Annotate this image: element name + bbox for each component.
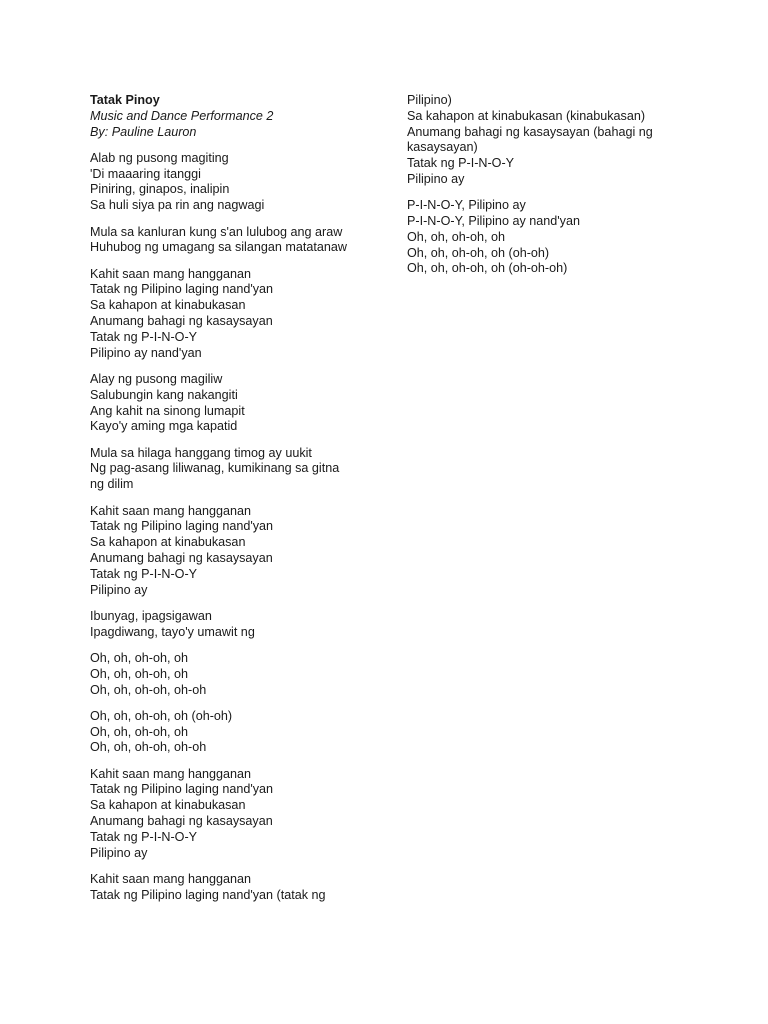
lyric-line: Pilipino ay nand'yan bbox=[90, 345, 202, 360]
lyric-line: P-I-N-O-Y, Pilipino ay nand'yan bbox=[407, 214, 580, 229]
lyric-line: Ibunyag, ipagsigawan bbox=[90, 608, 212, 623]
left-stanzas bbox=[90, 151, 390, 904]
left-column bbox=[90, 93, 390, 914]
lyric-line: Piniring, ginapos, inalipin bbox=[90, 182, 230, 197]
stanza bbox=[90, 651, 390, 698]
document-header bbox=[90, 93, 390, 140]
stanza bbox=[90, 709, 390, 756]
lyric-line: Pilipino ay bbox=[407, 171, 465, 186]
lyric-line: Anumang bahagi ng kasaysayan (bahagi ng bbox=[407, 124, 653, 139]
lyric-line: Tatak ng Pilipino laging nand'yan bbox=[90, 782, 274, 797]
lyric-line: Oh, oh, oh-oh, oh (oh-oh) bbox=[90, 708, 233, 723]
song-title: Tatak Pinoy bbox=[90, 93, 160, 107]
lyric-line: Sa kahapon at kinabukasan bbox=[90, 535, 246, 550]
stanza bbox=[90, 225, 390, 257]
lyric-line: ng dilim bbox=[90, 477, 134, 492]
lyric-line: Kahit saan mang hangganan bbox=[90, 766, 252, 781]
lyric-line: Oh, oh, oh-oh, oh bbox=[407, 229, 506, 244]
lyric-line: Oh, oh, oh-oh, oh bbox=[90, 724, 189, 739]
lyric-line: Huhubog ng umagang sa silangan matatanaw bbox=[90, 240, 347, 255]
lyric-line: Salubungin kang nakangiti bbox=[90, 387, 238, 402]
lyric-line: 'Di maaaring itanggi bbox=[90, 166, 201, 181]
stanza bbox=[90, 151, 390, 214]
stanza bbox=[407, 198, 707, 277]
lyric-line: Tatak ng Pilipino laging nand'yan bbox=[90, 282, 274, 297]
stanza bbox=[90, 609, 390, 641]
lyric-line: Tatak ng P-I-N-O-Y bbox=[90, 329, 198, 344]
lyric-line: Anumang bahagi ng kasaysayan bbox=[90, 314, 273, 329]
lyric-line: Alab ng pusong magiting bbox=[90, 150, 229, 165]
lyric-line: P-I-N-O-Y, Pilipino ay bbox=[407, 198, 526, 213]
stanza bbox=[90, 267, 390, 362]
lyric-line: kasaysayan) bbox=[407, 140, 478, 155]
lyric-line: Sa kahapon at kinabukasan (kinabukasan) bbox=[407, 108, 646, 123]
lyric-line: Pilipino) bbox=[407, 93, 452, 107]
lyric-line: Sa kahapon at kinabukasan bbox=[90, 798, 246, 813]
lyric-line: Ng pag-asang liliwanag, kumikinang sa gitna bbox=[90, 461, 340, 476]
lyric-line: Oh, oh, oh-oh, oh bbox=[90, 666, 189, 681]
lyric-line: Tatak ng Pilipino laging nand'yan (tatak ng bbox=[90, 887, 326, 902]
author-line: By: Pauline Lauron bbox=[90, 124, 197, 139]
stanza bbox=[407, 93, 707, 188]
stanza bbox=[90, 372, 390, 435]
lyric-line: Pilipino ay bbox=[90, 582, 148, 597]
lyric-line: Oh, oh, oh-oh, oh bbox=[90, 650, 189, 665]
lyric-line: Oh, oh, oh-oh, oh-oh bbox=[90, 682, 207, 697]
lyric-line: Pilipino ay bbox=[90, 845, 148, 860]
right-stanzas bbox=[407, 93, 707, 277]
lyric-line: Ang kahit na sinong lumapit bbox=[90, 403, 245, 418]
lyric-line: Oh, oh, oh-oh, oh (oh-oh) bbox=[407, 245, 550, 260]
lyric-line: Kayo'y aming mga kapatid bbox=[90, 419, 238, 434]
course-subtitle: Music and Dance Performance 2 bbox=[90, 108, 274, 123]
stanza bbox=[90, 504, 390, 599]
lyric-line: Anumang bahagi ng kasaysayan bbox=[90, 550, 273, 565]
stanza bbox=[90, 446, 390, 493]
right-column bbox=[407, 93, 707, 288]
lyric-line: Tatak ng P-I-N-O-Y bbox=[90, 829, 198, 844]
lyric-line: Kahit saan mang hangganan bbox=[90, 266, 252, 281]
lyric-line: Tatak ng P-I-N-O-Y bbox=[90, 566, 198, 581]
lyric-line: Ipagdiwang, tayo'y umawit ng bbox=[90, 624, 255, 639]
lyric-line: Alay ng pusong magiliw bbox=[90, 371, 223, 386]
lyric-line: Kahit saan mang hangganan bbox=[90, 871, 252, 886]
stanza bbox=[90, 872, 390, 904]
lyric-line: Anumang bahagi ng kasaysayan bbox=[90, 814, 273, 829]
lyric-line: Tatak ng Pilipino laging nand'yan bbox=[90, 519, 274, 534]
stanza bbox=[90, 767, 390, 862]
lyric-line: Sa huli siya pa rin ang nagwagi bbox=[90, 198, 265, 213]
lyric-line: Tatak ng P-I-N-O-Y bbox=[407, 156, 515, 171]
lyric-line: Kahit saan mang hangganan bbox=[90, 503, 252, 518]
lyric-line: Mula sa hilaga hanggang timog ay uukit bbox=[90, 445, 312, 460]
lyric-line: Mula sa kanluran kung s'an lulubog ang araw bbox=[90, 224, 343, 239]
lyric-line: Oh, oh, oh-oh, oh (oh-oh-oh) bbox=[407, 261, 568, 276]
lyric-line: Sa kahapon at kinabukasan bbox=[90, 298, 246, 313]
lyric-line: Oh, oh, oh-oh, oh-oh bbox=[90, 740, 207, 755]
